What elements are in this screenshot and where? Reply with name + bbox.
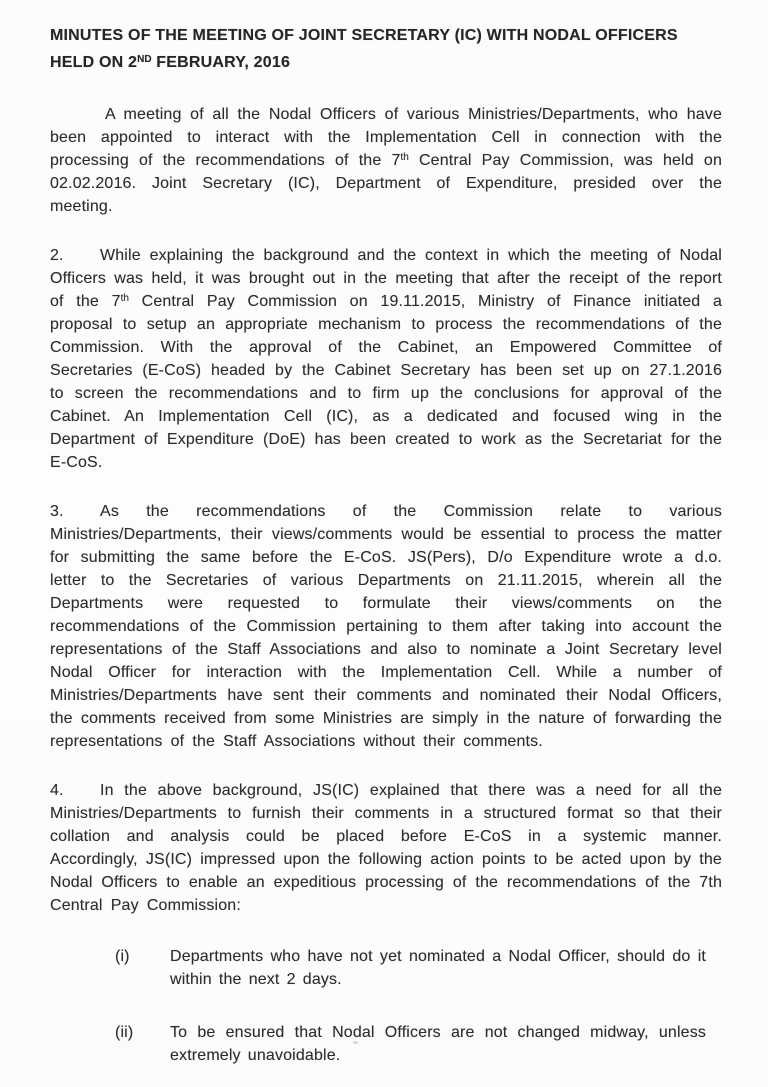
action-point-ii (50, 1021, 722, 1067)
document-title-line-1: MINUTES OF THE MEETING OF JOINT SECRETARY (IC) WITH NODAL OFFICERS (50, 27, 678, 44)
paragraph-number: 2. (50, 247, 64, 264)
paragraph-text: As the recommendations of the Commission relate to various Ministries/Departments, their views/comments would be essential to process the matter for submitting the same before the E-CoS. JS(Pers), D/o Expenditure wrote a d.o. letter to the Secretaries of various Departments on 21.11.2015, wherein all the Departments were requested to formulate their views/comments on the recommendations of the Commission pertaining to them after taking into account the representations of the Staff Associations and also to nominate a Joint Secretary level Nodal Officer for interaction with the Implementation Cell. While a number of Ministries/Departments have sent their comments and nominated their Nodal Officers, the comments received from some Ministries are simply in the nature of forwarding the representations of the Staff Associations without their comments. (50, 503, 722, 750)
scan-speck (353, 1041, 358, 1044)
paragraph-text: While explaining the background and the context in which the meeting of Nodal Officers was held, it was brought out in the meeting that after the receipt of the report of the 7th Central Pay Commission on 19.11.2015, Ministry of Finance initiated a proposal to setup an appropriate mechanism to process the recommendations of the Commission. With the approval of the Cabinet, an Empowered Committee of Secretaries (E-CoS) headed by the Cabinet Secretary has been set up on 27.1.2016 to screen the recommendations and to firm up the conclusions for approval of the Cabinet. An Implementation Cell (IC), as a dedicated and focused wing in the Department of Expenditure (DoE) has been created to work as the Secretariat for the E-CoS. (50, 247, 723, 471)
paragraph-text: In the above background, JS(IC) explained that there was a need for all the Ministries/Departments to furnish their comments in a structured format so that their collation and analysis could be placed before E-CoS in a systemic manner. Accordingly, JS(IC) impressed upon the following action points to be acted upon by the Nodal Officers to enable an expeditious processing of the recommendations of the 7th Central Pay Commission: (50, 782, 722, 914)
paragraph-2 (50, 244, 722, 474)
paragraph-3 (50, 500, 722, 753)
action-point-marker: (i) (115, 948, 130, 965)
paragraph-number: 4. (50, 782, 64, 799)
action-point-text: To be ensured that Nodal Officers are not changed midway, unless extremely unavoidable. (170, 1024, 706, 1064)
action-point-marker: (ii) (115, 1024, 134, 1041)
paragraph-4 (50, 779, 722, 917)
action-point-text: Departments who have not yet nominated a Nodal Officer, should do it within the next 2 days. (170, 948, 706, 988)
paragraph-text: A meeting of all the Nodal Officers of various Ministries/Departments, who have been appointed to interact with the Implementation Cell in connection with the processing of the recommendations of the 7th Central Pay Commission, was held on 02.02.2016. Joint Secretary (IC), Department of Expenditure, presided over the meeting. (50, 106, 722, 215)
document-title-line-2: HELD ON 2ND FEBRUARY, 2016 (50, 54, 291, 71)
paragraph-opening (50, 103, 722, 218)
document-title (50, 22, 722, 76)
paragraph-number: 3. (50, 503, 64, 520)
action-point-i (50, 945, 722, 991)
action-points-list (50, 945, 722, 1067)
